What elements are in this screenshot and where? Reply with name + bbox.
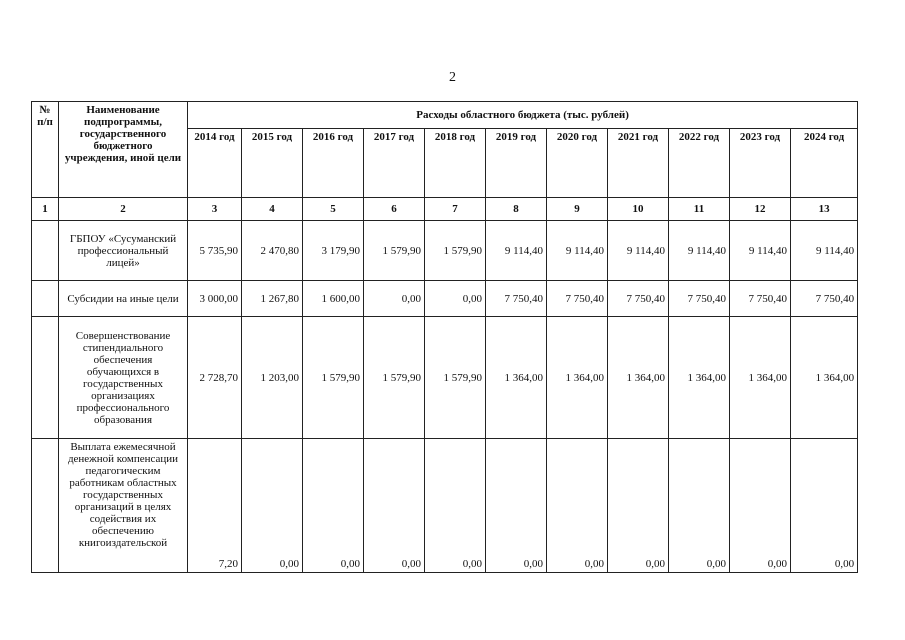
row-value: 0,00	[730, 439, 791, 573]
row-value: 7 750,40	[547, 281, 608, 317]
header-year: 2020 год	[547, 129, 608, 198]
row-no	[32, 439, 59, 573]
row-value: 0,00	[425, 281, 486, 317]
row-value: 9 114,40	[730, 221, 791, 281]
row-value: 1 267,80	[242, 281, 303, 317]
row-value: 9 114,40	[791, 221, 858, 281]
header-year: 2024 год	[791, 129, 858, 198]
row-value: 0,00	[608, 439, 669, 573]
table-row	[32, 439, 858, 573]
column-number: 7	[425, 198, 486, 221]
row-value: 1 364,00	[730, 317, 791, 439]
row-name: ГБПОУ «Сусуманский профессиональный лицей»	[59, 221, 188, 281]
column-number: 9	[547, 198, 608, 221]
header-year: 2022 год	[669, 129, 730, 198]
row-value: 0,00	[669, 439, 730, 573]
header-no: № п/п	[32, 102, 59, 198]
column-number: 2	[59, 198, 188, 221]
column-number: 8	[486, 198, 547, 221]
column-numbers-row	[32, 198, 858, 221]
row-value: 3 000,00	[188, 281, 242, 317]
row-no	[32, 221, 59, 281]
header-year: 2017 год	[364, 129, 425, 198]
row-value: 0,00	[364, 439, 425, 573]
row-value: 1 600,00	[303, 281, 364, 317]
column-number: 1	[32, 198, 59, 221]
row-value: 9 114,40	[486, 221, 547, 281]
row-value: 7 750,40	[669, 281, 730, 317]
column-number: 12	[730, 198, 791, 221]
row-value: 0,00	[364, 281, 425, 317]
table-row	[32, 221, 858, 281]
row-value: 9 114,40	[547, 221, 608, 281]
row-value: 2 470,80	[242, 221, 303, 281]
row-value: 1 364,00	[791, 317, 858, 439]
header-row-top	[32, 102, 858, 129]
row-value: 9 114,40	[608, 221, 669, 281]
column-number: 3	[188, 198, 242, 221]
row-value: 3 179,90	[303, 221, 364, 281]
page-number: 2	[449, 70, 456, 85]
budget-table	[31, 101, 858, 573]
header-year: 2018 год	[425, 129, 486, 198]
header-group: Расходы областного бюджета (тыс. рублей)	[188, 102, 858, 129]
row-value: 0,00	[425, 439, 486, 573]
column-number: 6	[364, 198, 425, 221]
header-year: 2023 год	[730, 129, 791, 198]
row-value: 1 364,00	[608, 317, 669, 439]
header-year: 2014 год	[188, 129, 242, 198]
row-value: 7 750,40	[730, 281, 791, 317]
row-value: 7 750,40	[608, 281, 669, 317]
row-value: 9 114,40	[669, 221, 730, 281]
row-value: 0,00	[547, 439, 608, 573]
table-row	[32, 317, 858, 439]
header-name: Наименование подпрограммы, государственного бюджетного учреждения, иной цели	[59, 102, 188, 198]
header-year: 2016 год	[303, 129, 364, 198]
row-value: 0,00	[791, 439, 858, 573]
row-name: Совершенствование стипендиального обеспечения обучающихся в государственных организациях профессионального образования	[59, 317, 188, 439]
row-value: 1 203,00	[242, 317, 303, 439]
row-value: 2 728,70	[188, 317, 242, 439]
row-value: 0,00	[242, 439, 303, 573]
column-number: 11	[669, 198, 730, 221]
column-number: 13	[791, 198, 858, 221]
row-value: 7,20	[188, 439, 242, 573]
row-value: 1 579,90	[364, 221, 425, 281]
column-number: 4	[242, 198, 303, 221]
column-number: 10	[608, 198, 669, 221]
header-year: 2019 год	[486, 129, 547, 198]
row-value: 7 750,40	[791, 281, 858, 317]
row-value: 1 579,90	[364, 317, 425, 439]
row-no	[32, 281, 59, 317]
row-value: 1 364,00	[669, 317, 730, 439]
row-value: 0,00	[303, 439, 364, 573]
row-value: 5 735,90	[188, 221, 242, 281]
row-value: 1 364,00	[547, 317, 608, 439]
header-year: 2015 год	[242, 129, 303, 198]
column-number: 5	[303, 198, 364, 221]
table-row	[32, 281, 858, 317]
row-value: 0,00	[486, 439, 547, 573]
row-no	[32, 317, 59, 439]
row-value: 1 579,90	[425, 221, 486, 281]
row-name: Выплата ежемесячной денежной компенсации педагогическим работникам областных государственных организаций в целях содействия их обеспечению книгоиздательской	[59, 439, 188, 573]
row-value: 1 579,90	[425, 317, 486, 439]
row-value: 1 364,00	[486, 317, 547, 439]
row-value: 1 579,90	[303, 317, 364, 439]
row-value: 7 750,40	[486, 281, 547, 317]
row-name: Субсидии на иные цели	[59, 281, 188, 317]
header-year: 2021 год	[608, 129, 669, 198]
